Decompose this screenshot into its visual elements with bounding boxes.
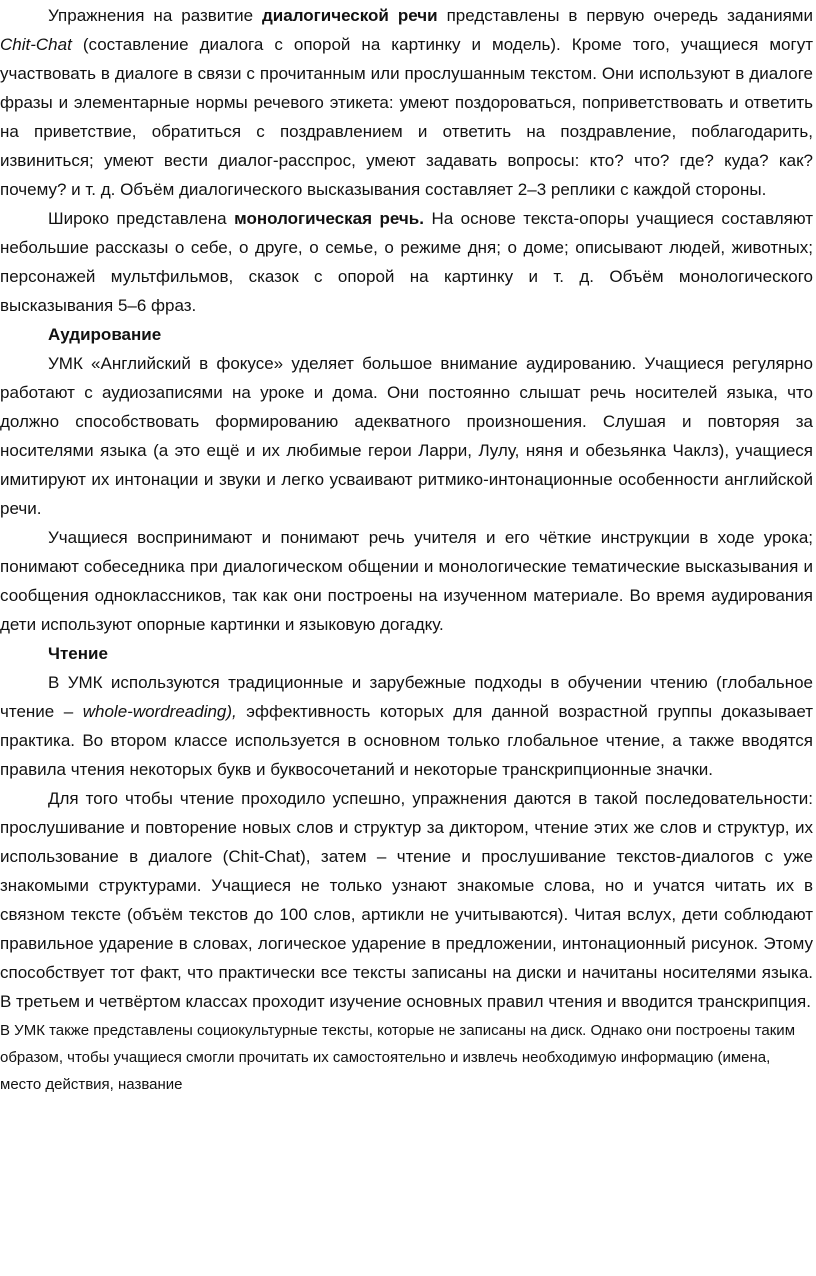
paragraph-reading-2: Для того чтобы чтение проходило успешно, упражнения даются в такой последовательности: прослушивание и повторение новых слов и структур за диктором, чтение этих же слов и структур, их использование в диалоге (Chit-Chat), затем – чтение и прослушивание текстов-диалогов с уже знакомыми структурами. Учащиеся не только узнают знакомые слова, но и учатся читать их в связном тексте (объём текстов до 100 слов, артикли не учитываются). Читая вслух, дети соблюдают правильное ударение в словах, логическое ударение в предложении, интонационный рисунок. Этому способствует тот факт, что практически все тексты записаны на диски и начитаны носителями языка. В третьем и четвёртом классах проходит изучение основных правил чтения и вводится транскрипция.: [0, 789, 813, 1011]
paragraph-dialogic-speech: [0, 1, 813, 204]
paragraph-listening-1: УМК «Английский в фокусе» уделяет большое внимание аудированию. Учащиеся регулярно работают с аудиозаписями на уроке и дома. Они постоянно слышат речь носителей языка, что должно способствовать формированию адекватного произношения. Слушая и повторяя за носителями языка (а это ещё и их любимые герои Ларри, Лулу, няня и обезьянка Чаклз), учащиеся имитируют их интонации и звуки и легко усваивают ритмико-интонационные особенности английской речи.: [0, 354, 813, 518]
text-span: В УМК используются традиционные и зарубежные подходы в обучении чтению (глобальное чтение –: [0, 673, 813, 721]
text-span: эффективность которых для данной возрастной группы доказывает практика. Во втором классе используется в основном только глобальное чтение, а также вводятся правила чтения некоторых букв и буквосочетаний и некоторые транскрипционные значки.: [0, 702, 813, 779]
paragraph-monologic-speech: [0, 204, 813, 320]
paragraph-listening-2: Учащиеся воспринимают и понимают речь учителя и его чёткие инструкции в ходе урока; понимают собеседника при диалогическом общении и монологические тематические высказывания и сообщения одноклассников, так как они построены на изученном материале. Во время аудирования дети используют опорные картинки и языковую догадку.: [0, 528, 813, 634]
text-span: На основе текста-опоры учащиеся составляют небольшие рассказы о себе, о друге, о семье, о режиме дня; о доме; описывают людей, животных; персонажей мультфильмов, сказок с опорой на картинку и т. д. Объём монологического высказывания 5–6 фраз.: [0, 209, 813, 315]
section-heading-listening: Аудирование: [48, 325, 162, 344]
text-span: (составление диалога с опорой на картинку и модель). Кроме того, учащиеся могут участвовать в диалоге в связи с прочитанным или прослушанным текстом. Они используют в диалоге фразы и элементарные нормы речевого этикета: умеют поздороваться, поприветствовать и ответить на приветствие, обратиться с поздравлением и ответить на поздравление, поблагодарить, извиниться; умеют вести диалог-расспрос, умеют задавать вопросы: кто? что? где? куда? как? почему? и т. д. Объём диалогического высказывания составляет 2–3 реплики с каждой стороны.: [0, 35, 813, 199]
bold-term: монологическая речь.: [234, 209, 424, 228]
italic-term: Chit-Chat: [0, 35, 72, 54]
italic-term: whole-wordreading),: [82, 702, 237, 721]
text-span: представлены в первую очередь заданиями: [437, 6, 813, 25]
paragraph-reading-1: [0, 668, 813, 784]
bold-term: диалогической речи: [262, 6, 438, 25]
text-span: Упражнения на развитие: [48, 6, 263, 25]
section-heading-reading: Чтение: [48, 644, 108, 663]
paragraph-sociocultural-texts: В УМК также представлены социокультурные тексты, которые не записаны на диск. Однако они построены таким образом, чтобы учащиеся смогли прочитать их самостоятельно и извлечь необходимую информацию (имена, место действия, название: [0, 1022, 795, 1093]
text-span: Широко представлена: [48, 209, 235, 228]
